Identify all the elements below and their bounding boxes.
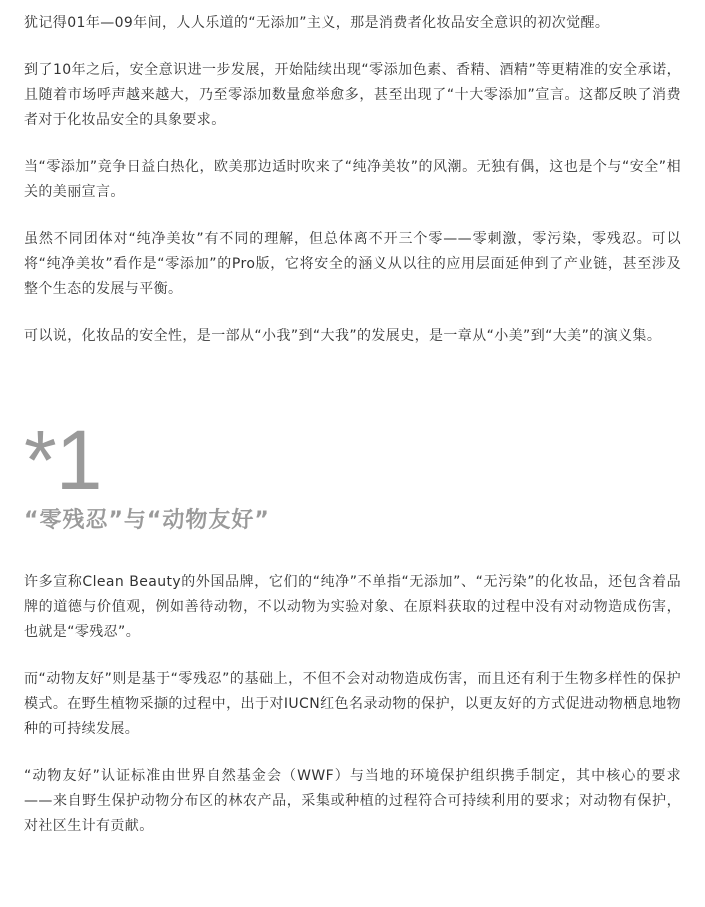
section-number: *1 <box>24 413 102 507</box>
intro-paragraph-3: 当“零添加”竞争日益白热化，欧美那边适时吹来了“纯净美妆”的风潮。无独有偶，这也是个与“安全”相关的美丽宣言。 <box>24 159 681 200</box>
intro-paragraph-2: 到了10年之后，安全意识进一步发展，开始陆续出现“零添加色素、香精、酒精”等更精准的安全承诺，且随着市场呼声越来越大，乃至零添加数量愈举愈多，甚至出现了“十大零添加”宣言。这都反映了消费者对于化妆品安全的具象要求。 <box>24 62 681 128</box>
intro-paragraph-1: 犹记得01年—09年间，人人乐道的“无添加”主义，那是消费者化妆品安全意识的初次觉醒。 <box>24 15 610 31</box>
section-paragraph-3: “动物友好”认证标准由世界自然基金会（WWF）与当地的环境保护组织携手制定，其中核心的要求——来自野生保护动物分布区的林农产品，采集或种植的过程符合可持续利用的要求；对动物有保护，对社区生计有贡献。 <box>24 768 681 834</box>
intro-paragraph-4: 虽然不同团体对“纯净美妆”有不同的理解，但总体离不开三个零——零刺激，零污染，零残忍。可以将“纯净美妆”看作是“零添加”的Pro版，它将安全的涵义从以往的应用层面延伸到了产业链，甚至涉及整个生态的发展与平衡。 <box>24 231 681 297</box>
section-paragraph-2: 而“动物友好”则是基于“零残忍”的基础上，不但不会对动物造成伤害，而且还有利于生物多样性的保护模式。在野生植物采撷的过程中，出于对IUCN红色名录动物的保护，以更友好的方式促进动物栖息地物种的可持续发展。 <box>24 671 681 737</box>
intro-paragraph-5: 可以说，化妆品的安全性，是一部从“小我”到“大我”的发展史，是一章从“小美”到“大美”的演义集。 <box>24 328 662 344</box>
section-paragraph-1: 许多宣称Clean Beauty的外国品牌，它们的“纯净”不单指“无添加”、“无污染”的化妆品，还包含着品牌的道德与价值观，例如善待动物，不以动物为实验对象、在原料获取的过程中没有对动物造成伤害，也就是“零残忍”。 <box>24 574 681 640</box>
section-title: “零残忍”与“动物友好” <box>24 508 270 533</box>
